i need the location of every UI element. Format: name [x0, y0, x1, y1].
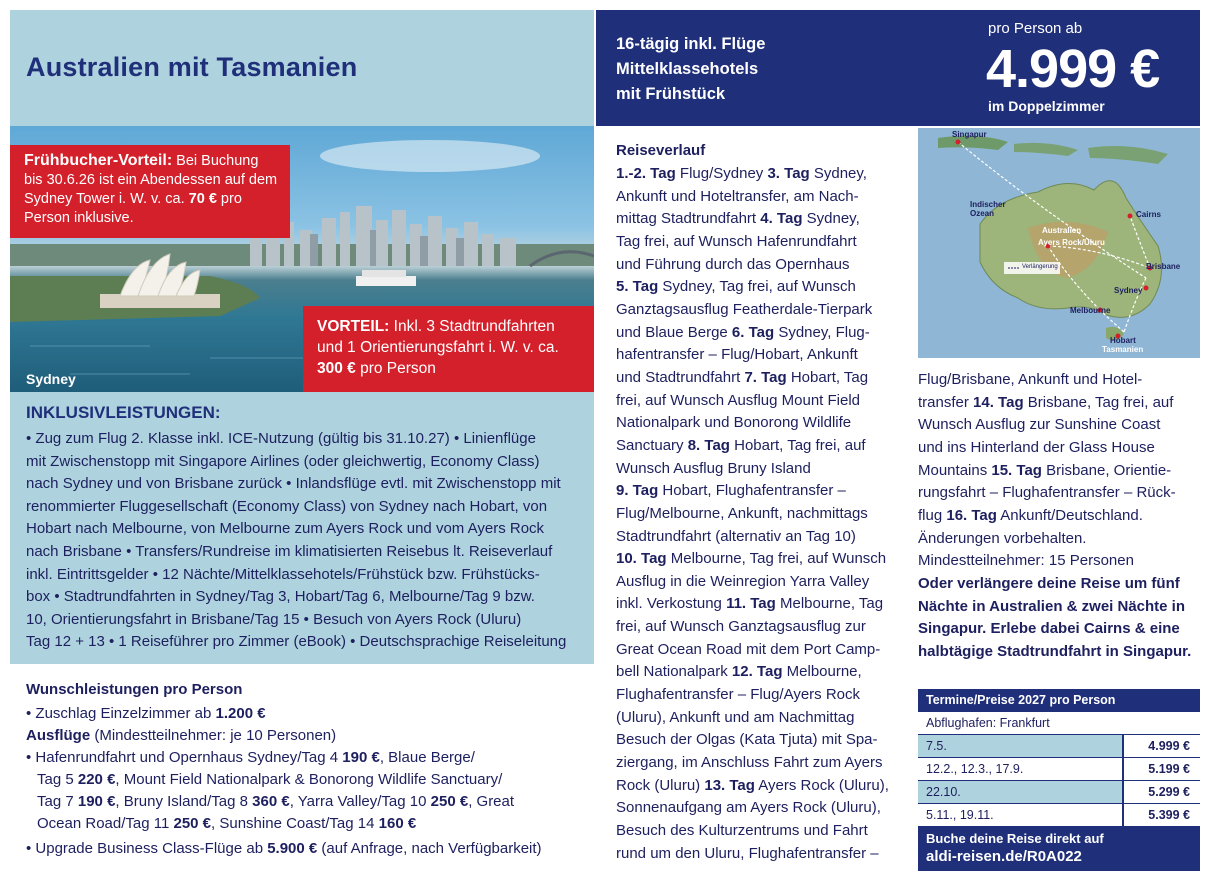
excursion-text: , Great: [468, 793, 515, 810]
excursion-price: 250 €: [430, 793, 469, 810]
departure-price: 5.399 €: [1122, 804, 1200, 826]
itinerary-text-segment: Sydney, Tag frei, auf Wunsch: [658, 278, 856, 296]
itinerary-line: [616, 208, 896, 231]
early-booking-price: 70 €: [188, 191, 217, 207]
inclusive-line: nach Brisbane • Transfers/Rundreise im klimatisierten Reisebus lt. Reiseverlauf: [26, 542, 553, 560]
inclusive-line: Hobart nach Melbourne, von Melbourne zum Ayers Rock und vom Ayers Rock: [26, 520, 545, 538]
itinerary-heading: Reiseverlauf: [616, 142, 706, 159]
table-row: [918, 734, 1200, 757]
excursion-text: , Bruny Island/Tag 8: [115, 793, 253, 810]
upgrade-text: • Upgrade Business Class-Flüge ab: [26, 840, 268, 857]
itinerary-line: [616, 616, 896, 639]
itinerary-text-segment: Änderungen vorbehalten.: [918, 529, 1087, 547]
map-label-melbourne: Melbourne: [1070, 306, 1111, 315]
main-price: 4.999 €: [986, 39, 1160, 99]
tour-breakfast: mit Frühstück: [616, 85, 726, 103]
excursion-line-2: [37, 769, 502, 791]
excursion-text: , Sunshine Coast/Tag 14: [211, 815, 379, 832]
advantage-box: [303, 306, 594, 392]
early-booking-label: Frühbucher-Vorteil:: [24, 152, 173, 169]
advantage-line2: und 1 Orientierungsfahrt i. W. v. ca.: [317, 339, 559, 356]
inclusive-line: mit Zwischenstopp mit Singapore Airlines (oder gleichwertig, Economy Class): [26, 452, 540, 470]
single-room-price: 1.200 €: [215, 705, 266, 722]
itinerary-text-segment: Ganztagsausflug Featherdale-Tierpark: [616, 300, 873, 318]
itinerary-text-segment: Melbourne, Tag: [775, 595, 884, 613]
departure-price: 4.999 €: [1122, 735, 1200, 757]
tour-hotels: Mittelklassehotels: [616, 60, 759, 78]
itinerary-line: [616, 593, 896, 616]
extension-offer: [918, 573, 1200, 664]
excursions-line: [26, 725, 336, 747]
single-room-surcharge: [26, 703, 266, 725]
itinerary-text-segment: Sonnenaufgang am Ayers Rock (Uluru),: [616, 799, 881, 817]
itinerary-line: [616, 367, 896, 390]
excursion-price: 250 €: [173, 815, 212, 832]
itinerary-line: [616, 639, 896, 662]
excursion-price: 220 €: [77, 771, 116, 788]
map-label-sydney: Sydney: [1114, 286, 1143, 295]
itinerary-line: [616, 480, 896, 503]
advantage-label: VORTEIL:: [317, 318, 390, 335]
itinerary-text-segment: Rock (Uluru): [616, 776, 705, 794]
itinerary-line: [918, 369, 1200, 392]
dates-table-heading: Termine/Preise 2027 pro Person: [918, 689, 1200, 712]
advantage-line3: pro Person: [355, 360, 436, 377]
tour-duration: 16-tägig inkl. Flüge: [616, 35, 766, 53]
itinerary-line: [616, 503, 896, 526]
excursions-note: (Mindestteilnehmer: je 10 Personen): [90, 727, 337, 744]
itinerary-day: 5. Tag: [616, 278, 659, 296]
itinerary-text-segment: Ayers Rock (Uluru),: [754, 776, 889, 794]
itinerary-text-segment: bell Nationalpark: [616, 663, 732, 681]
itinerary-text-segment: und ins Hinterland der Glass House: [918, 438, 1155, 456]
itinerary-text-segment: Flug/Melbourne, Ankunft, nachmittags: [616, 504, 868, 522]
itinerary-line: [616, 390, 896, 413]
itinerary-text-segment: transfer: [918, 393, 974, 411]
price-room-note: im Doppelzimmer: [988, 98, 1105, 114]
inclusive-heading: INKLUSIVLEISTUNGEN:: [26, 403, 221, 422]
itinerary-text-segment: Melbourne,: [782, 663, 862, 681]
itinerary-line: [918, 505, 1200, 528]
early-booking-box: [10, 145, 290, 238]
itinerary-text-segment: Ankunft und Hoteltransfer, am Nach-: [616, 187, 859, 205]
advantage-line1: Inkl. 3 Stadtrundfahrten: [389, 318, 555, 335]
excursion-text: , Mount Field Nationalpark & Bonorong Wildlife Sanctuary/: [115, 771, 503, 788]
itinerary-line: [616, 254, 896, 277]
map-label-singapur: Singapur: [952, 130, 987, 139]
table-row: [918, 757, 1200, 780]
table-row: [918, 780, 1200, 803]
itinerary-text-segment: hafentransfer – Flug/Hobart, Ankunft: [616, 346, 858, 364]
itinerary-text-segment: ziergang, im Anschluss Fahrt zum Ayers: [616, 754, 883, 772]
itinerary-text-segment: Nationalpark und Bonorong Wildlife: [616, 414, 852, 432]
excursion-text: , Blaue Berge/: [379, 749, 475, 766]
excursion-line-4: [37, 813, 416, 835]
itinerary-text-segment: rungsfahrt – Flughafentransfer – Rück-: [918, 484, 1176, 502]
inclusive-line: Tag 12 + 13 • 1 Reiseführer pro Zimmer (eBook) • Deutschsprachige Reiseleitung: [26, 633, 567, 651]
itinerary-line: [616, 775, 896, 798]
table-row: [918, 803, 1200, 826]
itinerary-line: [918, 460, 1200, 483]
inclusive-line: • Zug zum Flug 2. Klasse inkl. ICE-Nutzung (gültig bis 31.10.27) • Linienflüge: [26, 430, 536, 447]
itinerary-line: [616, 458, 896, 481]
excursion-price: 160 €: [378, 815, 417, 832]
itinerary-text-segment: Besuch der Olgas (Kata Tjuta) mit Spa-: [616, 731, 878, 749]
itinerary-day: 9. Tag: [616, 482, 659, 500]
itinerary-text-segment: Tag frei, auf Wunsch Hafenrundfahrt: [616, 232, 857, 250]
itinerary-line: [616, 752, 896, 775]
itinerary-text-segment: flug: [918, 506, 947, 524]
early-booking-line3: Sydney Tower i. W. v. ca.: [24, 191, 189, 207]
itinerary-text-segment: Besuch des Kulturzentrums und Fahrt: [616, 822, 868, 840]
excursion-price: 190 €: [342, 749, 380, 766]
booking-prompt: Buche deine Reise direkt auf: [926, 831, 1104, 846]
itinerary-line: [918, 392, 1200, 415]
itinerary-day: 1.-2. Tag: [616, 165, 676, 182]
itinerary-text-segment: Flug/Brisbane, Ankunft und Hotel-: [918, 371, 1143, 388]
departure-dates: 12.2., 12.3., 17.9.: [918, 758, 1122, 780]
itinerary-line: [616, 186, 896, 209]
itinerary-text-segment: Melbourne, Tag frei, auf Wunsch: [666, 550, 887, 568]
itinerary-line: [616, 276, 896, 299]
itinerary-text-segment: mittag Stadtrundfahrt: [616, 210, 761, 228]
inclusive-text: [26, 428, 586, 654]
map-label-brisbane: Brisbane: [1146, 262, 1181, 271]
departure-price: 5.199 €: [1122, 758, 1200, 780]
extension-line: Singapur. Erlebe dabei Cairns & eine: [918, 620, 1180, 638]
map-label-ayers-rock: Ayers Rock/Uluru: [1038, 238, 1105, 247]
itinerary-text: [616, 163, 896, 865]
itinerary-text-segment: Hobart, Tag frei, auf: [729, 436, 866, 454]
excursion-line-3: [37, 791, 514, 813]
itinerary-text-segment: Flug/Sydney: [675, 165, 768, 182]
itinerary-text-segment: Hobart, Flughafentransfer –: [658, 482, 846, 500]
map-label-tasmanien: Tasmanien: [1102, 345, 1144, 354]
itinerary-text-segment: Wunsch Ausflug Bruny Island: [616, 459, 811, 477]
booking-footer: [918, 826, 1200, 871]
itinerary-text-segment: Sydney,: [802, 210, 860, 228]
itinerary-day: 10. Tag: [616, 550, 667, 568]
itinerary-line: [616, 820, 896, 843]
excursion-text: • Hafenrundfahrt und Opernhaus Sydney/Tag 4: [26, 749, 343, 766]
itinerary-text-segment: Stadtrundfahrt (alternativ an Tag 10): [616, 527, 856, 545]
itinerary-text-segment: Hobart, Tag: [786, 368, 869, 386]
departure-dates: 22.10.: [918, 781, 1122, 803]
early-booking-line1: Bei Buchung: [172, 153, 259, 169]
itinerary-day: 15. Tag: [991, 461, 1042, 479]
itinerary-text-segment: Mountains: [918, 461, 992, 479]
dates-price-table: [918, 689, 1200, 871]
itinerary-line: [616, 526, 896, 549]
itinerary-text-segment: und Führung durch das Opernhaus: [616, 255, 850, 273]
itinerary-line: [616, 163, 896, 186]
itinerary-day: 11. Tag: [726, 595, 776, 613]
map-label-cairns: Cairns: [1136, 210, 1161, 219]
map-label-ocean: Indischer Ozean: [970, 200, 1006, 218]
itinerary-text-segment: rund um den Uluru, Flughafentransfer –: [616, 844, 879, 862]
extension-line: Nächte in Australien & zwei Nächte in: [918, 597, 1186, 615]
single-room-text: • Zuschlag Einzelzimmer ab: [26, 705, 216, 722]
itinerary-text-segment: Mindestteilnehmer: 15 Personen: [918, 552, 1134, 570]
wish-heading: Wunschleistungen pro Person: [26, 681, 243, 698]
itinerary-line: [616, 231, 896, 254]
itinerary-line: [616, 684, 896, 707]
itinerary-day: 6. Tag: [731, 323, 775, 341]
itinerary-text-segment: und Stadtrundfahrt: [616, 368, 745, 386]
itinerary-day: 8. Tag: [687, 436, 730, 454]
excursion-text: Tag 5: [37, 771, 78, 788]
itinerary-line: [918, 437, 1200, 460]
inclusive-line: 10, Orientierungsfahrt in Brisbane/Tag 15 • Besuch von Ayers Rock (Uluru): [26, 610, 522, 628]
map-label-hobart: Hobart: [1110, 336, 1136, 345]
booking-link[interactable]: aldi-reisen.de/R0A022: [926, 848, 1082, 865]
upgrade-note: (auf Anfrage, nach Verfügbarkeit): [317, 840, 542, 857]
excursion-price: 360 €: [252, 793, 290, 810]
itinerary-line: [616, 548, 896, 571]
itinerary-line: [616, 729, 896, 752]
tour-summary: [616, 32, 765, 107]
map-label-verlaengerung: Verlängerung: [1022, 264, 1058, 270]
itinerary-text-segment: Brisbane, Orientie-: [1041, 461, 1172, 479]
page-title: Australien mit Tasmanien: [26, 52, 358, 82]
itinerary-text-segment: Ankunft/Deutschland.: [996, 506, 1143, 524]
itinerary-line: [918, 482, 1200, 505]
early-booking-line2: bis 30.6.26 ist ein Abendessen auf dem: [24, 172, 278, 188]
itinerary-text-segment: frei, auf Wunsch Ausflug Mount Field: [616, 391, 861, 409]
itinerary-line: [616, 707, 896, 730]
route-map: [918, 128, 1200, 358]
itinerary-line: [918, 528, 1200, 551]
inclusive-line: box • Stadtrundfahrten in Sydney/Tag 3, Hobart/Tag 6, Melbourne/Tag 9 bzw.: [26, 588, 535, 606]
itinerary-line: [616, 299, 896, 322]
itinerary-text-segment: Flughafentransfer – Flug/Ayers Rock: [616, 686, 861, 704]
itinerary-line: [918, 550, 1200, 573]
itinerary-day: 16. Tag: [946, 506, 997, 524]
map-label-australien: Australien: [1042, 226, 1082, 235]
itinerary-line: [616, 571, 896, 594]
itinerary-line: [616, 344, 896, 367]
itinerary-day: 14. Tag: [973, 393, 1024, 411]
excursion-text: , Yarra Valley/Tag 10: [289, 793, 431, 810]
extension-line: halbtägige Stadtrundfahrt in Singapur.: [918, 642, 1192, 660]
upgrade-price: 5.900 €: [267, 840, 318, 857]
itinerary-text-segment: Sydney,: [809, 165, 867, 182]
itinerary-line: [616, 797, 896, 820]
photo-caption: Sydney: [26, 371, 76, 387]
excursion-text: Ocean Road/Tag 11: [37, 815, 174, 832]
itinerary-day: 12. Tag: [731, 663, 783, 681]
inclusive-line: inkl. Eintrittsgelder • 12 Nächte/Mittelklassehotels/Frühstück bzw. Frühstücks-: [26, 565, 540, 583]
itinerary-text-segment: und Blaue Berge: [616, 323, 732, 341]
departure-price: 5.299 €: [1122, 781, 1200, 803]
business-upgrade-line: [26, 838, 542, 860]
inclusive-line: renommierter Fluggesellschaft (Economy Class) von Sydney nach Hobart, von: [26, 497, 548, 515]
departure-dates: 5.11., 19.11.: [918, 804, 1122, 826]
advantage-price: 300 €: [317, 360, 356, 377]
itinerary-day: 3. Tag: [767, 165, 810, 182]
departure-airport: Abflughafen: Frankfurt: [918, 712, 1200, 734]
itinerary-day: 4. Tag: [760, 210, 803, 228]
itinerary-text-segment: Great Ocean Road mit dem Port Camp-: [616, 640, 881, 658]
extension-line: Oder verlängere deine Reise um fünf: [918, 575, 1180, 592]
itinerary-text-segment: Brisbane, Tag frei, auf: [1023, 393, 1174, 411]
itinerary-text-segment: Sanctuary: [616, 436, 688, 454]
itinerary-text-segment: (Uluru), Ankunft und am Nachmittag: [616, 708, 855, 726]
itinerary-line: [616, 843, 896, 866]
itinerary-text-segment: Ausflug in die Weinregion Yarra Valley: [616, 572, 870, 590]
price-from-label: pro Person ab: [988, 20, 1083, 37]
itinerary-text-segment: Sydney, Flug-: [774, 323, 870, 341]
inclusive-line: nach Sydney und von Brisbane zurück • Inlandsflüge evtl. mit Zwischenstopp mit: [26, 475, 561, 493]
itinerary-day: 7. Tag: [744, 368, 787, 386]
itinerary-day: 13. Tag: [704, 776, 755, 794]
itinerary-text-segment: frei, auf Wunsch Ganztagsausflug zur: [616, 618, 866, 636]
itinerary-line: [616, 435, 896, 458]
excursion-line-1: [26, 747, 475, 769]
departure-dates: 7.5.: [918, 735, 1122, 757]
itinerary-line: [918, 414, 1200, 437]
early-booking-line3-end: pro: [216, 191, 242, 207]
early-booking-line4: Person inklusive.: [24, 210, 134, 226]
itinerary-line: [616, 412, 896, 435]
itinerary-line: [616, 661, 896, 684]
itinerary-continued: [918, 369, 1200, 573]
excursion-text: Tag 7: [37, 793, 78, 810]
itinerary-text-segment: inkl. Verkostung: [616, 595, 727, 613]
excursion-price: 190 €: [77, 793, 116, 810]
itinerary-text-segment: Wunsch Ausflug zur Sunshine Coast: [918, 416, 1161, 434]
itinerary-line: [616, 322, 896, 345]
excursions-label: Ausflüge: [26, 727, 91, 744]
